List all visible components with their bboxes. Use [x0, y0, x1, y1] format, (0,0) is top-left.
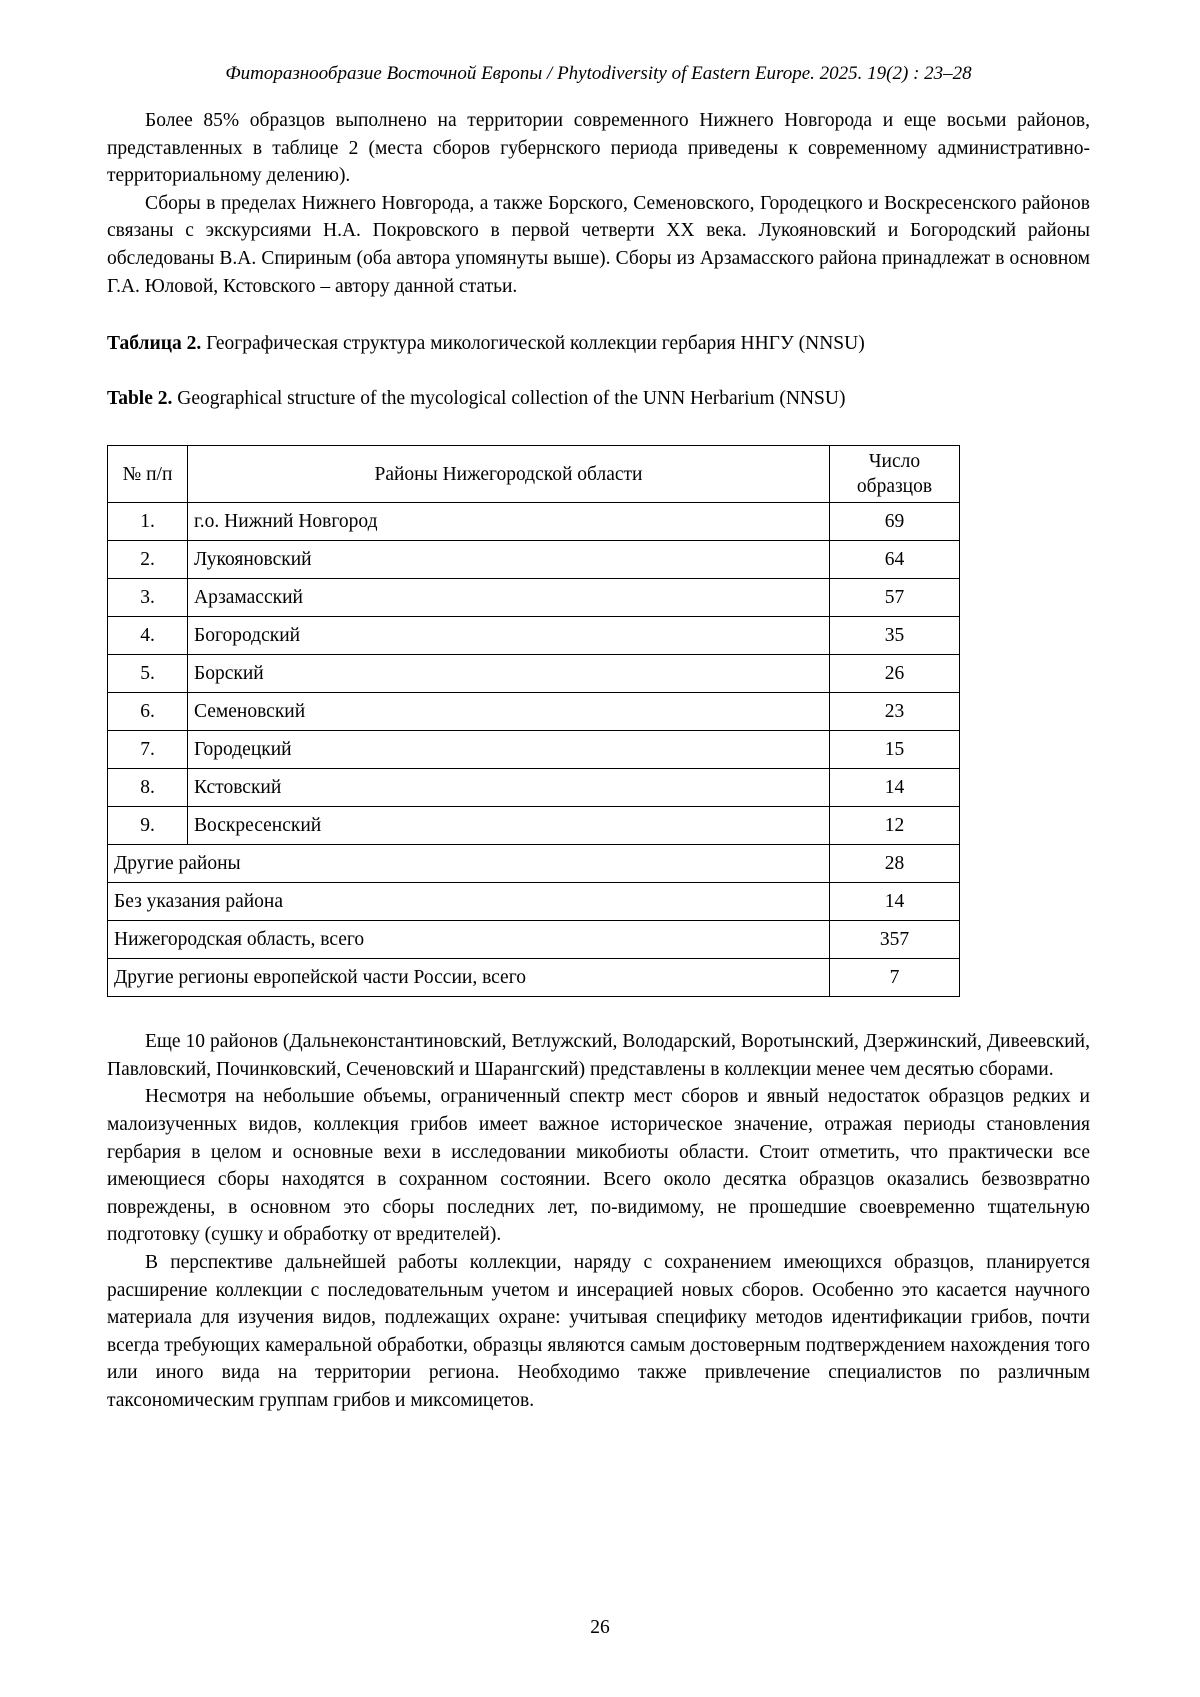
page-number: 26 — [590, 1617, 610, 1638]
row-count: 15 — [830, 731, 960, 769]
paragraph-2: Сборы в пределах Нижнего Новгорода, а также Борского, Семеновского, Городецкого и Воскресенского районов связаны с экскурсиями Н.А. Покровского в первой четверти XX века. Лукояновский и Богородский районы обследованы В.А. Спириным (оба автора упомянуты выше). Сборы из Арзамасского района принадлежат в основном Г.А. Юловой, Кстовского – автору данной статьи. — [107, 192, 1090, 297]
table-caption-ru-text: Географическая структура микологической коллекции гербария ННГУ (NNSU) — [201, 333, 865, 355]
geography-structure-table — [107, 445, 960, 997]
row-count: 69 — [830, 503, 960, 541]
table-row — [108, 769, 960, 807]
table-row — [108, 807, 960, 845]
row-district: Богородский — [188, 617, 830, 655]
table-row — [108, 655, 960, 693]
row-district: Городецкий — [188, 731, 830, 769]
summary-label: Нижегородская область, всего — [108, 921, 830, 959]
paragraph-4: Несмотря на небольшие объемы, ограниченный спектр мест сборов и явный недостаток образцов редких и малоизученных видов, коллекция грибов имеет важное историческое значение, отражая периоды становления гербария в целом и основные вехи в исследовании микобиоты области. Стоит отметить, что практически все имеющиеся сборы находятся в сохранном состоянии. Всего около десятка образцов оказались безвозвратно повреждены, в основном это сборы последних лет, по-видимому, не прошедшие своевременно тщательную подготовку (сушку и обработку от вредителей). — [107, 1086, 1090, 1246]
table-row — [108, 541, 960, 579]
paragraph-1: Более 85% образцов выполнено на территории современного Нижнего Новгорода и еще восьми районов, представленных в таблице 2 (места сборов губернского периода приведены к современному административно-территориальному делению). — [107, 110, 1090, 187]
row-num: 9. — [108, 807, 188, 845]
summary-count: 14 — [830, 883, 960, 921]
table-row — [108, 731, 960, 769]
row-count: 12 — [830, 807, 960, 845]
row-count: 14 — [830, 769, 960, 807]
row-district: Борский — [188, 655, 830, 693]
table-summary-row — [108, 883, 960, 921]
row-num: 5. — [108, 655, 188, 693]
summary-label: Другие регионы европейской части России, всего — [108, 959, 830, 997]
table-summary-row — [108, 959, 960, 997]
table-row — [108, 503, 960, 541]
table-caption-en-text: Geographical structure of the mycological collection of the UNN Herbarium (NNSU) — [172, 388, 846, 410]
row-district: Арзамасский — [188, 579, 830, 617]
row-district: Семеновский — [188, 693, 830, 731]
table-caption-ru — [107, 330, 1090, 357]
summary-label: Без указания района — [108, 883, 830, 921]
row-num: 2. — [108, 541, 188, 579]
row-district: Кстовский — [188, 769, 830, 807]
row-count: 35 — [830, 617, 960, 655]
summary-count: 28 — [830, 845, 960, 883]
row-num: 3. — [108, 579, 188, 617]
row-count: 23 — [830, 693, 960, 731]
row-district: Лукояновский — [188, 541, 830, 579]
row-num: 4. — [108, 617, 188, 655]
column-header-count: Число образцов — [830, 446, 960, 503]
row-district: г.о. Нижний Новгород — [188, 503, 830, 541]
row-num: 8. — [108, 769, 188, 807]
row-district: Воскресенский — [188, 807, 830, 845]
table-row — [108, 693, 960, 731]
row-count: 57 — [830, 579, 960, 617]
table-summary-row — [108, 921, 960, 959]
summary-label: Другие районы — [108, 845, 830, 883]
row-num: 7. — [108, 731, 188, 769]
row-count: 26 — [830, 655, 960, 693]
row-count: 64 — [830, 541, 960, 579]
row-num: 1. — [108, 503, 188, 541]
column-header-district: Районы Нижегородской области — [188, 446, 830, 503]
column-header-num: № п/п — [108, 446, 188, 503]
paragraph-3: Еще 10 районов (Дальнеконстантиновский, Ветлужский, Володарский, Воротынский, Дзержинский, Дивеевский, Павловский, Починковский, Сеченовский и Шарангский) представлены в коллекции менее чем десятью сборами. — [107, 1031, 1090, 1080]
table-row — [108, 617, 960, 655]
journal-running-head: Фиторазнообразие Восточной Европы / Phytodiversity of Eastern Europe. 2025. 19(2) : 23–28 — [225, 63, 972, 84]
summary-count: 7 — [830, 959, 960, 997]
summary-count: 357 — [830, 921, 960, 959]
table-caption-en — [107, 385, 1090, 412]
table-row — [108, 579, 960, 617]
table-summary-row — [108, 845, 960, 883]
table-caption-ru-label: Таблица 2. — [107, 333, 202, 355]
table-header-row — [108, 446, 960, 503]
row-num: 6. — [108, 693, 188, 731]
paragraph-5: В перспективе дальнейшей работы коллекции, наряду с сохранением имеющихся образцов, планируется расширение коллекции с последовательным учетом и инсерацией новых сборов. Особенно это касается научного материала для изучения видов, подлежащих охране: учитывая специфику методов идентификации грибов, почти всегда требующих камеральной обработки, образцы являются самым достоверным подтверждением нахождения того или иного вида на территории региона. Необходимо также привлечение специалистов по различным таксономическим группам грибов и миксомицетов. — [107, 1251, 1090, 1411]
table-caption-en-label: Table 2. — [107, 388, 173, 410]
